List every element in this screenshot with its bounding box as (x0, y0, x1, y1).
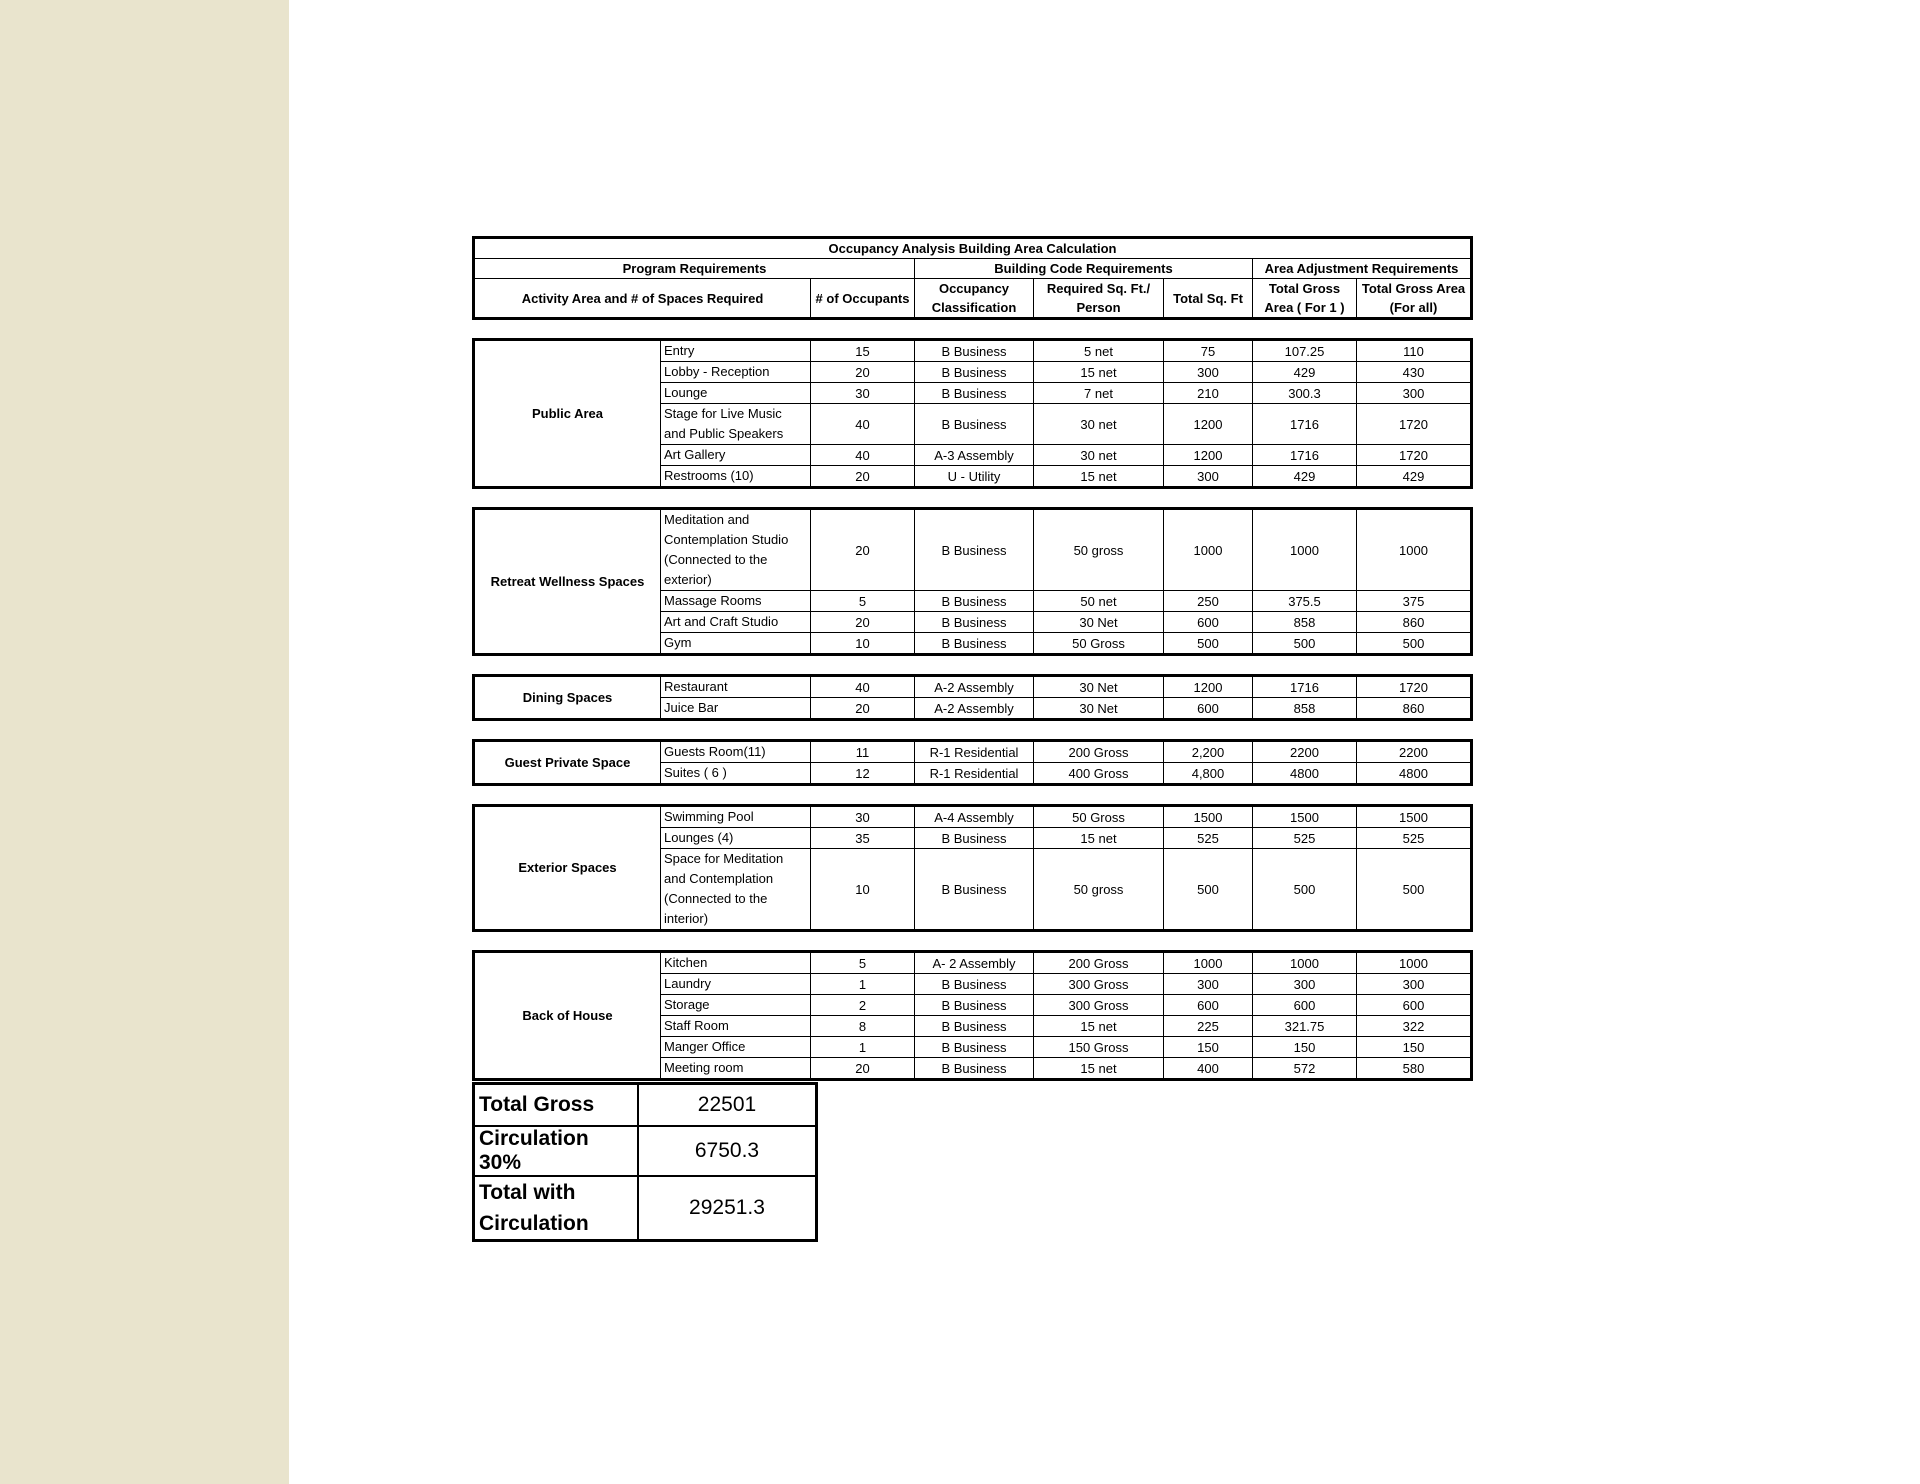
totals-table (472, 1082, 818, 1242)
activity-cell: Laundry (661, 974, 811, 995)
gross-one-cell: 107.25 (1253, 340, 1357, 362)
occupants-cell: 5 (811, 952, 915, 974)
required-cell: 200 Gross (1034, 741, 1164, 763)
activity-cell: Manger Office (661, 1037, 811, 1058)
activity-cell: Guests Room(11) (661, 741, 811, 763)
occupants-cell: 11 (811, 741, 915, 763)
gross-all-cell: 1720 (1357, 676, 1472, 698)
activity-cell: Massage Rooms (661, 591, 811, 612)
group-spacer (472, 489, 1470, 507)
group-table (472, 804, 1473, 932)
total-sqft-cell: 300 (1164, 466, 1253, 488)
table-title: Occupancy Analysis Building Area Calculation (474, 238, 1472, 259)
occupants-cell: 20 (811, 698, 915, 720)
occupancy-cell: R-1 Residential (915, 763, 1034, 785)
required-cell: 30 net (1034, 404, 1164, 445)
occupancy-cell: B Business (915, 995, 1034, 1016)
activity-cell: Art and Craft Studio (661, 612, 811, 633)
total-sqft-cell: 1200 (1164, 445, 1253, 466)
group-label: Back of House (474, 952, 661, 1080)
total-sqft-cell: 150 (1164, 1037, 1253, 1058)
gross-all-cell: 860 (1357, 698, 1472, 720)
occupants-cell: 2 (811, 995, 915, 1016)
gross-all-cell: 430 (1357, 362, 1472, 383)
gross-one-cell: 1000 (1253, 509, 1357, 591)
occupancy-cell: B Business (915, 404, 1034, 445)
building-code-requirements-header: Building Code Requirements (915, 259, 1253, 279)
total-sqft-cell: 225 (1164, 1016, 1253, 1037)
total-sqft-cell: 250 (1164, 591, 1253, 612)
activity-cell: Kitchen (661, 952, 811, 974)
occupancy-cell: B Business (915, 591, 1034, 612)
gross-all-cell: 4800 (1357, 763, 1472, 785)
gross-all-cell: 580 (1357, 1058, 1472, 1080)
occupants-cell: 20 (811, 362, 915, 383)
group-label: Guest Private Space (474, 741, 661, 785)
total-sqft-cell: 1000 (1164, 952, 1253, 974)
total-sqft-cell: 1500 (1164, 806, 1253, 828)
required-cell: 50 gross (1034, 509, 1164, 591)
occupancy-cell: B Business (915, 849, 1034, 931)
total-sqft-cell: 500 (1164, 633, 1253, 655)
gross-one-cell: 1000 (1253, 952, 1357, 974)
activity-cell: Restrooms (10) (661, 466, 811, 488)
total-sqft-cell: 525 (1164, 828, 1253, 849)
total-sqft-cell: 4,800 (1164, 763, 1253, 785)
total-sqft-cell: 1000 (1164, 509, 1253, 591)
required-cell: 15 net (1034, 362, 1164, 383)
gross-one-cell: 1500 (1253, 806, 1357, 828)
col-activity-header: Activity Area and # of Spaces Required (474, 279, 811, 319)
activity-cell: Lounge (661, 383, 811, 404)
activity-cell: Swimming Pool (661, 806, 811, 828)
occupancy-cell: R-1 Residential (915, 741, 1034, 763)
activity-cell: Art Gallery (661, 445, 811, 466)
gross-all-cell: 1720 (1357, 445, 1472, 466)
occupants-cell: 15 (811, 340, 915, 362)
gross-one-cell: 858 (1253, 612, 1357, 633)
gross-one-cell: 1716 (1253, 676, 1357, 698)
activity-cell: Stage for Live Music and Public Speakers (661, 404, 811, 445)
gross-one-cell: 600 (1253, 995, 1357, 1016)
required-cell: 30 Net (1034, 676, 1164, 698)
group-label: Dining Spaces (474, 676, 661, 720)
col-occupants-header: # of Occupants (811, 279, 915, 319)
required-cell: 150 Gross (1034, 1037, 1164, 1058)
total-sqft-cell: 300 (1164, 362, 1253, 383)
total-sqft-cell: 75 (1164, 340, 1253, 362)
occupancy-cell: A-3 Assembly (915, 445, 1034, 466)
occupancy-cell: A-2 Assembly (915, 676, 1034, 698)
gross-all-cell: 600 (1357, 995, 1472, 1016)
group-spacer (472, 656, 1470, 674)
occupancy-cell: B Business (915, 383, 1034, 404)
required-cell: 50 Gross (1034, 806, 1164, 828)
required-cell: 15 net (1034, 466, 1164, 488)
total-sqft-cell: 500 (1164, 849, 1253, 931)
gross-one-cell: 375.5 (1253, 591, 1357, 612)
occupants-cell: 8 (811, 1016, 915, 1037)
gross-all-cell: 525 (1357, 828, 1472, 849)
gross-all-cell: 1720 (1357, 404, 1472, 445)
occupants-cell: 30 (811, 383, 915, 404)
occupants-cell: 12 (811, 763, 915, 785)
occupants-cell: 10 (811, 849, 915, 931)
occupancy-cell: B Business (915, 1016, 1034, 1037)
occupants-cell: 20 (811, 1058, 915, 1080)
required-cell: 15 net (1034, 1058, 1164, 1080)
occupants-cell: 10 (811, 633, 915, 655)
occupants-cell: 1 (811, 974, 915, 995)
activity-cell: Juice Bar (661, 698, 811, 720)
activity-cell: Entry (661, 340, 811, 362)
circulation-value: 6750.3 (638, 1126, 817, 1176)
group-tables (472, 320, 1470, 1081)
occupancy-cell: A-2 Assembly (915, 698, 1034, 720)
gross-one-cell: 525 (1253, 828, 1357, 849)
activity-cell: Suites ( 6 ) (661, 763, 811, 785)
gross-all-cell: 500 (1357, 849, 1472, 931)
col-required-header: Required Sq. Ft./ Person (1034, 279, 1164, 319)
occupancy-cell: B Business (915, 1058, 1034, 1080)
activity-cell: Storage (661, 995, 811, 1016)
gross-one-cell: 429 (1253, 466, 1357, 488)
occupancy-cell: B Business (915, 612, 1034, 633)
required-cell: 15 net (1034, 828, 1164, 849)
occupancy-cell: B Business (915, 633, 1034, 655)
gross-one-cell: 429 (1253, 362, 1357, 383)
group-table (472, 674, 1473, 721)
gross-one-cell: 500 (1253, 849, 1357, 931)
occupants-cell: 20 (811, 509, 915, 591)
group-spacer (472, 320, 1470, 338)
total-sqft-cell: 2,200 (1164, 741, 1253, 763)
table-row (474, 741, 1472, 763)
required-cell: 7 net (1034, 383, 1164, 404)
total-sqft-cell: 300 (1164, 974, 1253, 995)
total-sqft-cell: 1200 (1164, 404, 1253, 445)
occupancy-cell: A-4 Assembly (915, 806, 1034, 828)
group-label: Public Area (474, 340, 661, 488)
activity-cell: Space for Meditation and Contemplation (Connected to the interior) (661, 849, 811, 931)
required-cell: 200 Gross (1034, 952, 1164, 974)
occupants-cell: 35 (811, 828, 915, 849)
side-band (0, 0, 289, 1484)
required-cell: 50 net (1034, 591, 1164, 612)
occupants-cell: 5 (811, 591, 915, 612)
activity-cell: Staff Room (661, 1016, 811, 1037)
gross-all-cell: 2200 (1357, 741, 1472, 763)
col-gross-all-header: Total Gross Area (For all) (1357, 279, 1472, 319)
required-cell: 30 net (1034, 445, 1164, 466)
total-sqft-cell: 210 (1164, 383, 1253, 404)
group-spacer (472, 721, 1470, 739)
area-adjustment-requirements-header: Area Adjustment Requirements (1253, 259, 1472, 279)
total-with-circulation-label: Total with Circulation (474, 1176, 639, 1241)
required-cell: 300 Gross (1034, 995, 1164, 1016)
occupants-cell: 30 (811, 806, 915, 828)
total-gross-value: 22501 (638, 1084, 817, 1126)
occupants-cell: 1 (811, 1037, 915, 1058)
gross-one-cell: 572 (1253, 1058, 1357, 1080)
group-label: Exterior Spaces (474, 806, 661, 931)
total-sqft-cell: 600 (1164, 612, 1253, 633)
table-row (474, 952, 1472, 974)
gross-all-cell: 300 (1357, 383, 1472, 404)
total-sqft-cell: 1200 (1164, 676, 1253, 698)
required-cell: 30 Net (1034, 698, 1164, 720)
occupants-cell: 20 (811, 612, 915, 633)
total-sqft-cell: 600 (1164, 995, 1253, 1016)
required-cell: 400 Gross (1034, 763, 1164, 785)
occupancy-cell: A- 2 Assembly (915, 952, 1034, 974)
occupancy-cell: U - Utility (915, 466, 1034, 488)
occupancy-cell: B Business (915, 340, 1034, 362)
occupancy-analysis-sheet (472, 236, 1470, 1235)
gross-all-cell: 1500 (1357, 806, 1472, 828)
group-label: Retreat Wellness Spaces (474, 509, 661, 655)
occupants-cell: 40 (811, 445, 915, 466)
occupancy-cell: B Business (915, 509, 1034, 591)
occupants-cell: 40 (811, 404, 915, 445)
gross-all-cell: 500 (1357, 633, 1472, 655)
occupancy-cell: B Business (915, 1037, 1034, 1058)
gross-all-cell: 322 (1357, 1016, 1472, 1037)
group-table (472, 739, 1473, 786)
gross-one-cell: 300.3 (1253, 383, 1357, 404)
group-table (472, 950, 1473, 1081)
activity-cell: Lobby - Reception (661, 362, 811, 383)
gross-all-cell: 150 (1357, 1037, 1472, 1058)
required-cell: 15 net (1034, 1016, 1164, 1037)
gross-one-cell: 150 (1253, 1037, 1357, 1058)
col-gross-one-header: Total Gross Area ( For 1 ) (1253, 279, 1357, 319)
activity-cell: Meeting room (661, 1058, 811, 1080)
table-row (474, 676, 1472, 698)
gross-all-cell: 429 (1357, 466, 1472, 488)
gross-one-cell: 858 (1253, 698, 1357, 720)
group-spacer (472, 932, 1470, 950)
activity-cell: Lounges (4) (661, 828, 811, 849)
gross-all-cell: 300 (1357, 974, 1472, 995)
circulation-label: Circulation 30% (474, 1126, 639, 1176)
table-row (474, 509, 1472, 591)
gross-one-cell: 500 (1253, 633, 1357, 655)
gross-all-cell: 1000 (1357, 952, 1472, 974)
gross-one-cell: 321.75 (1253, 1016, 1357, 1037)
group-table (472, 338, 1473, 489)
occupants-cell: 40 (811, 676, 915, 698)
occupants-cell: 20 (811, 466, 915, 488)
required-cell: 50 gross (1034, 849, 1164, 931)
required-cell: 50 Gross (1034, 633, 1164, 655)
occupancy-cell: B Business (915, 362, 1034, 383)
header-table (472, 236, 1473, 320)
col-total-header: Total Sq. Ft (1164, 279, 1253, 319)
activity-cell: Restaurant (661, 676, 811, 698)
activity-cell: Meditation and Contemplation Studio (Connected to the exterior) (661, 509, 811, 591)
gross-one-cell: 1716 (1253, 445, 1357, 466)
required-cell: 30 Net (1034, 612, 1164, 633)
table-row (474, 806, 1472, 828)
program-requirements-header: Program Requirements (474, 259, 915, 279)
activity-cell: Gym (661, 633, 811, 655)
occupancy-cell: B Business (915, 974, 1034, 995)
gross-all-cell: 1000 (1357, 509, 1472, 591)
total-gross-label: Total Gross (474, 1084, 639, 1126)
gross-one-cell: 2200 (1253, 741, 1357, 763)
gross-all-cell: 860 (1357, 612, 1472, 633)
col-occupancy-header: Occupancy Classification (915, 279, 1034, 319)
gross-one-cell: 1716 (1253, 404, 1357, 445)
gross-all-cell: 375 (1357, 591, 1472, 612)
group-table (472, 507, 1473, 656)
occupancy-cell: B Business (915, 828, 1034, 849)
gross-one-cell: 4800 (1253, 763, 1357, 785)
gross-one-cell: 300 (1253, 974, 1357, 995)
total-sqft-cell: 400 (1164, 1058, 1253, 1080)
table-row (474, 340, 1472, 362)
required-cell: 300 Gross (1034, 974, 1164, 995)
total-sqft-cell: 600 (1164, 698, 1253, 720)
group-spacer (472, 786, 1470, 804)
required-cell: 5 net (1034, 340, 1164, 362)
gross-all-cell: 110 (1357, 340, 1472, 362)
total-with-circulation-value: 29251.3 (638, 1176, 817, 1241)
